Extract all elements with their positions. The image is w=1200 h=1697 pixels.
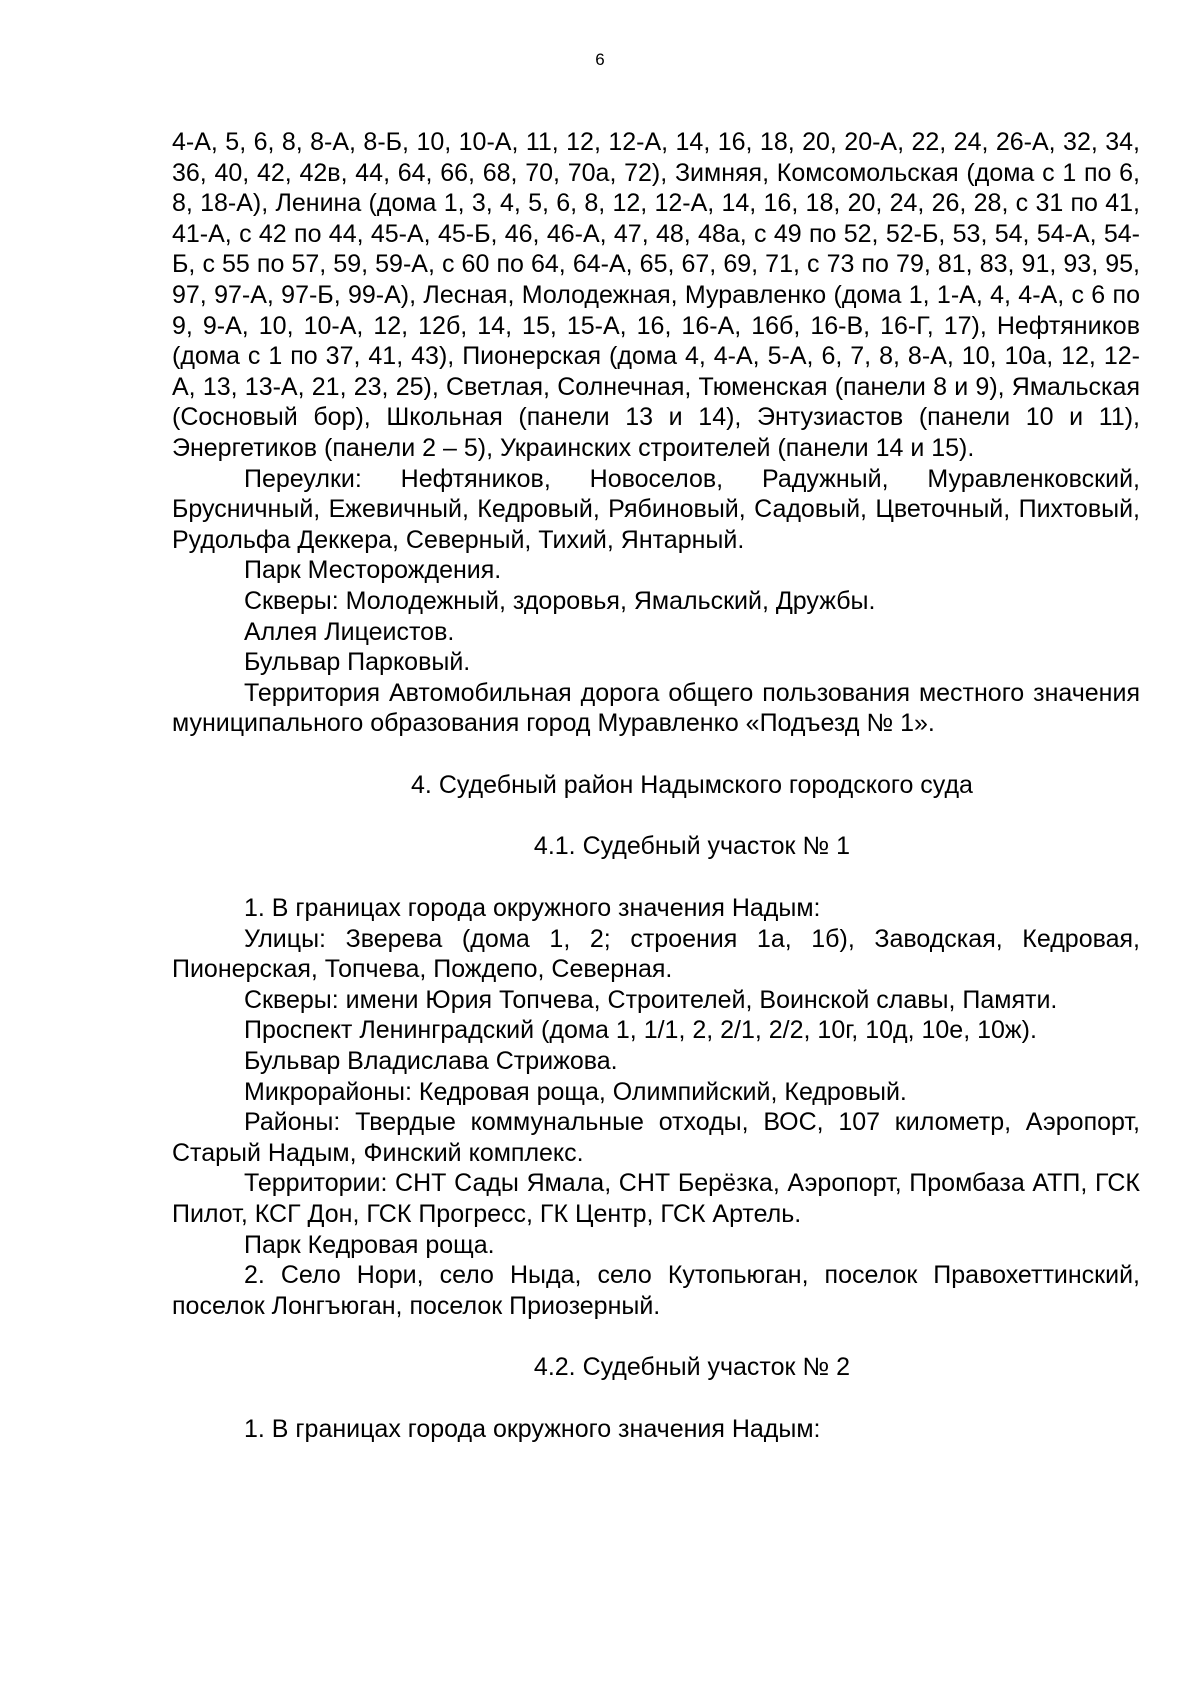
plot-1-districts: Районы: Твердые коммунальные отходы, ВОС, 107 километр, Аэропорт, Старый Надым, Финский комплекс. — [172, 1108, 1140, 1167]
spacer — [172, 800, 1140, 831]
territory-paragraph: Территория Автомобильная дорога общего пользования местного значения муниципального образования город Муравленко «Подъезд № 1». — [172, 678, 1140, 738]
plot-1-settlements: 2. Село Нори, село Ныда, село Кутопьюган, поселок Правохеттинский, поселок Лонгъюган, поселок Приозерный. — [172, 1261, 1140, 1320]
plot-1-avenue: Проспект Ленинградский (дома 1, 1/1, 2, 2/1, 2/2, 10г, 10д, 10е, 10ж). — [244, 1016, 1037, 1045]
streets-continued-paragraph: 4-А, 5, 6, 8, 8-А, 8-Б, 10, 10-А, 11, 12, 12-А, 14, 16, 18, 20, 20-А, 22, 24, 26-А, 32, 34, 36, 40, 42, 42в, 44, 64, 66, 68, 70, 70а, 72), Зимняя, Комсомольская (дома с 1 по 6, 8, 18-А), Ленина (дома 1, 3, 4, 5, 6, 8, 12, 12-А, 14, 16, 18, 20, 24, 26, 28, с 31 по 41, 41-А, с 42 по 44, 45-А, 45-Б, 46, 46-А, 47, 48, 48а, с 49 по 52, 52-Б, 53, 54, 54-А, 54-Б, с 55 по 57, 59, 59-А, с 60 по 64, 64-А, 65, 67, 69, 71, с 73 по 79, 81, 83, 91, 93, 95, 97, 97-А, 97-Б, 99-А), Лесная, Молодежная, Муравленко (дома 1, 1-А, 4, 4-А, с 6 по 9, 9-А, 10, 10-А, 12, 12б, 14, 15, 15-А, 16, 16-А, 16б, 16-В, 16-Г, 17), Нефтяников (дома с 1 по 37, 41, 43), Пионерская (дома 4, 4-А, 5-А, 6, 7, 8, 8-А, 10, 10а, 12, 12-А, 13, 13-А, 21, 23, 25), Светлая, Солнечная, Тюменская (панели 8 и 9), Ямальская (Сосновый бор), Школьная (панели 13 и 14), Энтузиастов (панели 10 и 11), Энергетиков (панели 2 – 5), Украинских строителей (панели 14 и 15). — [172, 128, 1140, 462]
spacer — [172, 1321, 1140, 1352]
boulevard-paragraph: Бульвар Парковый. — [244, 648, 471, 677]
plot-2-heading: 4.2. Судебный участок № 2 — [533, 1353, 851, 1382]
plot-1-squares: Скверы: имени Юрия Топчева, Строителей, Воинской славы, Памяти. — [244, 985, 1058, 1014]
plot-1-city-intro: 1. В границах города окружного значения Надым: — [244, 894, 821, 923]
spacer — [172, 739, 1140, 770]
spacer — [172, 1383, 1140, 1414]
document-body — [172, 127, 1140, 1445]
plot-1-heading: 4.1. Судебный участок № 1 — [533, 832, 851, 861]
plot-1-boulevard: Бульвар Владислава Стрижова. — [244, 1047, 618, 1076]
plot-1-streets: Улицы: Зверева (дома 1, 2; строения 1а, 1б), Заводская, Кедровая, Пионерская, Топчева, Пождепо, Северная. — [172, 924, 1140, 984]
section-4-heading: 4. Судебный район Надымского городского суда — [411, 770, 973, 799]
alley-paragraph: Аллея Лицеистов. — [244, 617, 455, 646]
plot-1-territories: Территории: СНТ Сады Ямала, СНТ Берёзка, Аэропорт, Промбаза АТП, ГСК Пилот, КСГ Дон, ГСК Прогресс, ГК Центр, ГСК Артель. — [172, 1169, 1140, 1228]
page-number: 6 — [595, 50, 605, 69]
squares-paragraph: Скверы: Молодежный, здоровья, Ямальский, Дружбы. — [244, 586, 876, 615]
lanes-paragraph: Переулки: Нефтяников, Новоселов, Радужный, Муравленковский, Брусничный, Ежевичный, Кедровый, Рябиновый, Садовый, Цветочный, Пихтовый, Рудольфа Деккера, Северный, Тихий, Янтарный. — [172, 464, 1140, 554]
park-paragraph: Парк Месторождения. — [244, 556, 502, 585]
spacer — [172, 862, 1140, 893]
plot-1-park: Парк Кедровая роща. — [244, 1230, 495, 1259]
plot-1-microdistricts: Микрорайоны: Кедровая роща, Олимпийский, Кедровый. — [244, 1077, 907, 1106]
plot-2-city-intro: 1. В границах города окружного значения Надым: — [244, 1414, 821, 1443]
